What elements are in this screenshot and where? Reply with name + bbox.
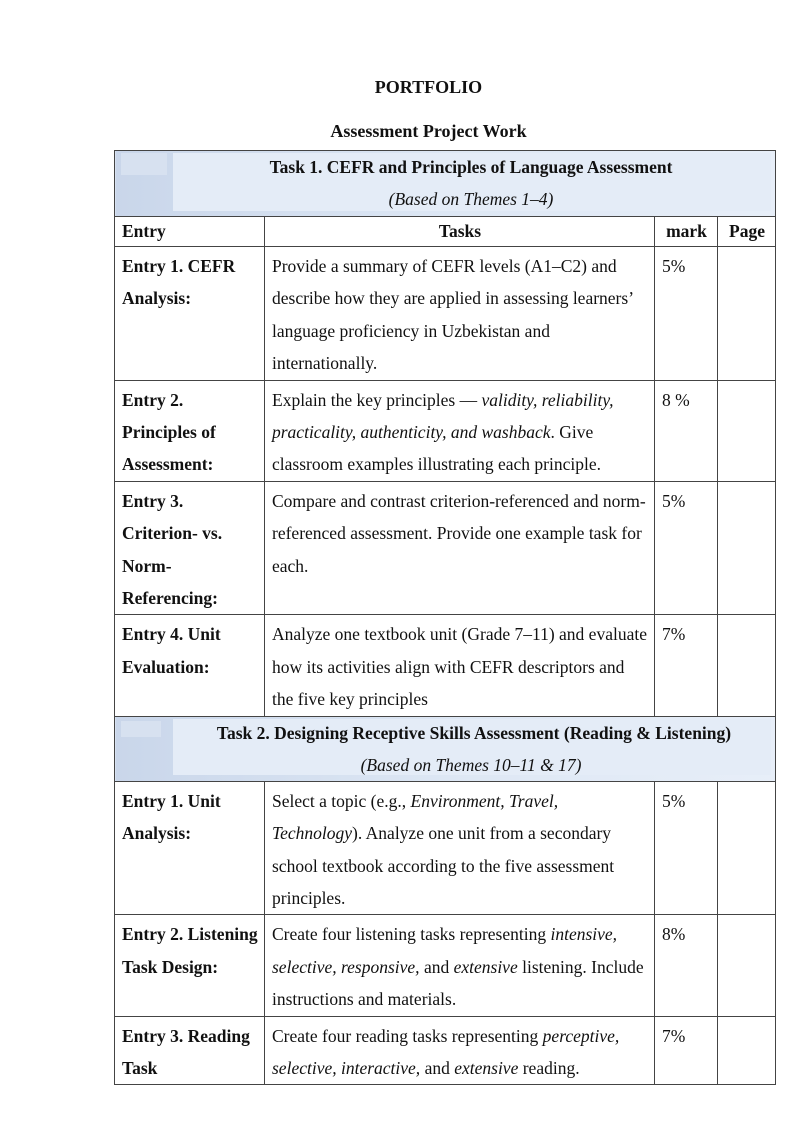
task-text: . Give classroom examples illustrating each principle.: [272, 422, 601, 475]
mark-value: 7%: [655, 1016, 718, 1085]
task-text-italic: perceptive, selective, interactive,: [272, 1025, 620, 1078]
task-text: reading.: [518, 1057, 580, 1078]
task2-banner: [115, 716, 776, 781]
entry-label: Entry 2. Principles of Assessment:: [115, 380, 265, 481]
portfolio-table: [114, 150, 776, 1085]
mark-value: 8%: [655, 915, 718, 1016]
page-value: [718, 247, 776, 381]
entry-label: Entry 1. CEFR Analysis:: [115, 247, 265, 381]
task1-heading: Task 1. CEFR and Principles of Language Assessment: [269, 157, 673, 177]
task2-rows: [115, 781, 776, 1085]
column-header-entry: Entry: [115, 217, 265, 247]
mark-value: 5%: [655, 781, 718, 915]
page-value: [718, 481, 776, 615]
table-row: [115, 247, 776, 381]
task1-banner-row: [115, 151, 776, 217]
mark-value: 5%: [655, 481, 718, 615]
task-description: [265, 615, 655, 716]
task-text-italic: validity, reliability, practicality, authenticity, and washback: [272, 389, 614, 443]
task-text: and: [420, 1057, 455, 1078]
task-description: [265, 247, 655, 381]
task-text: and: [419, 956, 454, 977]
page-value: [718, 615, 776, 716]
task-description: [265, 915, 655, 1016]
page-value: [718, 380, 776, 481]
mark-value: 5%: [655, 247, 718, 381]
task2-banner-row: [115, 716, 776, 781]
task-description: [265, 1016, 655, 1085]
task1-themes: (Based on Themes 1–4): [388, 189, 554, 209]
table-row: [115, 481, 776, 615]
page-value: [718, 1016, 776, 1085]
task-description: [265, 481, 655, 615]
table-row: [115, 781, 776, 915]
task-text: Create four reading tasks representing: [272, 1025, 543, 1046]
mark-value: 8 %: [655, 380, 718, 481]
column-header-mark: mark: [655, 217, 718, 247]
table-row: [115, 915, 776, 1016]
task-text: listening. Include instructions and materials.: [272, 956, 644, 1010]
task2-heading: Task 2. Designing Receptive Skills Assessment (Reading & Listening): [216, 722, 732, 743]
entry-label: Entry 3. Reading Task: [115, 1016, 265, 1085]
table-header-row: [115, 217, 776, 247]
page-value: [718, 781, 776, 915]
task1-banner: [115, 151, 776, 217]
task-text-italic: extensive: [453, 956, 518, 977]
table-row: [115, 1016, 776, 1085]
entry-label: Entry 4. Unit Evaluation:: [115, 615, 265, 716]
task-text: Create four listening tasks representing: [272, 924, 551, 945]
task1-rows: [115, 247, 776, 717]
task-text: Explain the key principles —: [272, 389, 482, 410]
task-text: Select a topic (e.g.,: [272, 790, 411, 811]
task-text: Provide a summary of CEFR levels (A1–C2) and describe how they are applied in assessing learners’ language proficiency in Uzbekistan and internationally.: [272, 256, 633, 374]
document-title: PORTFOLIO: [374, 77, 483, 97]
page-value: [718, 915, 776, 1016]
entry-label: Entry 2. Listening Task Design:: [115, 915, 265, 1016]
task-text-italic: extensive: [454, 1057, 519, 1078]
task2-themes: (Based on Themes 10–11 & 17): [360, 754, 582, 775]
task-description: [265, 781, 655, 915]
table-row: [115, 615, 776, 716]
table-row: [115, 380, 776, 481]
task-text-italic: Environment, Travel, Technology: [272, 790, 559, 844]
entry-label: Entry 1. Unit Analysis:: [115, 781, 265, 915]
column-header-tasks: Tasks: [265, 217, 655, 247]
entry-label: Entry 3. Criterion- vs. Norm-Referencing:: [115, 481, 265, 615]
task-text: Compare and contrast criterion-referenced and norm-referenced assessment. Provide one example task for each.: [272, 490, 646, 576]
document-subtitle: Assessment Project Work: [330, 121, 527, 141]
task-description: [265, 380, 655, 481]
task-text: ). Analyze one unit from a secondary school textbook according to the five assessment principles.: [272, 823, 615, 908]
column-header-page: Page: [718, 217, 776, 247]
task-text: Analyze one textbook unit (Grade 7–11) and evaluate how its activities align with CEFR descriptors and the five key principles: [272, 624, 647, 710]
mark-value: 7%: [655, 615, 718, 716]
task-text-italic: intensive, selective, responsive,: [272, 924, 618, 977]
